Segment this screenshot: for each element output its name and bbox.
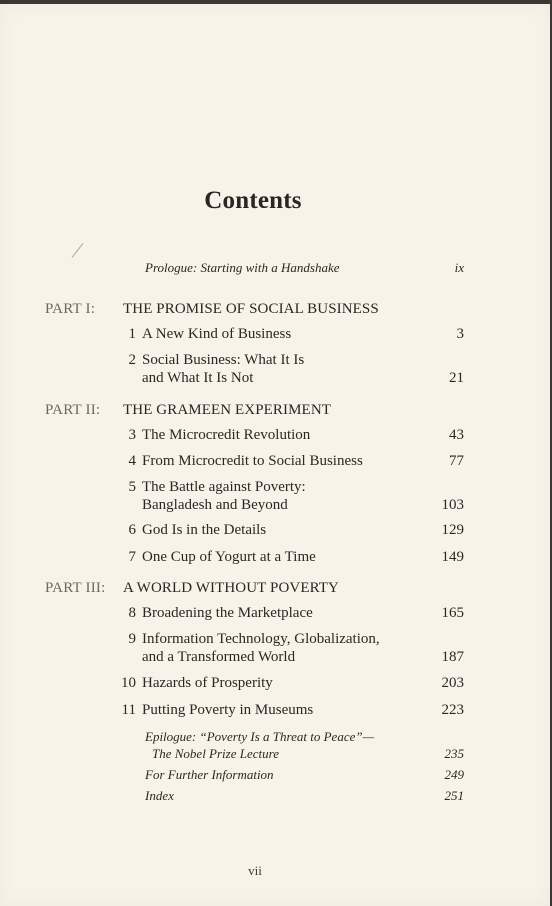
chapter-title: One Cup of Yogurt at a Time xyxy=(142,549,316,565)
chapter-title: From Microcredit to Social Business xyxy=(142,453,363,469)
chapter-title-line2: Bangladesh and Beyond xyxy=(142,497,288,513)
chapter-page: 21 xyxy=(449,370,464,386)
chapter-number: 6 xyxy=(128,522,136,538)
chapter-page: 3 xyxy=(456,326,464,342)
chapter-number: 4 xyxy=(128,453,136,469)
chapter-page: 77 xyxy=(449,453,464,469)
chapter-number: 10 xyxy=(121,675,136,691)
chapter-number: 11 xyxy=(121,702,136,718)
chapter-number: 2 xyxy=(128,352,136,368)
book-page xyxy=(0,4,550,906)
part-label: PART II: xyxy=(45,402,101,418)
further-info-title: For Further Information xyxy=(145,767,274,782)
page-folio: vii xyxy=(248,863,262,878)
chapter-page: 165 xyxy=(441,605,464,621)
part-title: A WORLD WITHOUT POVERTY xyxy=(123,580,339,596)
chapter-title: Putting Poverty in Museums xyxy=(142,702,314,718)
part-label: PART I: xyxy=(45,301,96,317)
chapter-page: 103 xyxy=(441,497,464,513)
chapter-title: Broadening the Marketplace xyxy=(142,605,313,621)
chapter-number: 8 xyxy=(128,605,136,621)
epilogue-title-line2: The Nobel Prize Lecture xyxy=(152,746,279,761)
index-page: 251 xyxy=(444,788,464,803)
chapter-page: 149 xyxy=(441,549,464,565)
chapter-page: 187 xyxy=(441,649,464,665)
epilogue-title: Epilogue: “Poverty Is a Threat to Peace”— xyxy=(145,729,375,744)
further-info-page: 249 xyxy=(444,767,464,782)
chapter-number: 9 xyxy=(128,631,136,647)
chapter-title: Information Technology, Globalization, xyxy=(142,631,380,647)
chapter-number: 3 xyxy=(128,427,136,443)
chapter-page: 223 xyxy=(441,702,464,718)
chapter-number: 5 xyxy=(128,479,136,495)
page-title: Contents xyxy=(204,187,302,214)
chapter-page: 43 xyxy=(449,427,464,443)
part-label: PART III: xyxy=(45,580,106,596)
chapter-page: 203 xyxy=(441,675,464,691)
index-title: Index xyxy=(145,788,174,803)
chapter-number: 1 xyxy=(128,326,136,342)
chapter-title: Hazards of Prosperity xyxy=(142,675,273,691)
epilogue-page: 235 xyxy=(444,746,464,761)
part-title: THE GRAMEEN EXPERIMENT xyxy=(123,402,332,418)
chapter-page: 129 xyxy=(441,522,464,538)
pencil-mark xyxy=(72,243,84,258)
chapter-title-line2: and a Transformed World xyxy=(142,649,296,665)
chapter-title-line2: and What It Is Not xyxy=(142,370,254,386)
chapter-title: God Is in the Details xyxy=(142,522,267,538)
chapter-title: The Microcredit Revolution xyxy=(142,427,311,443)
chapter-title: A New Kind of Business xyxy=(142,326,292,342)
prologue-page: ix xyxy=(454,260,464,275)
prologue-title: Prologue: Starting with a Handshake xyxy=(145,260,340,275)
part-title: THE PROMISE OF SOCIAL BUSINESS xyxy=(123,301,379,317)
chapter-number: 7 xyxy=(128,549,136,565)
chapter-title: Social Business: What It Is xyxy=(142,352,305,368)
chapter-title: The Battle against Poverty: xyxy=(142,479,306,495)
